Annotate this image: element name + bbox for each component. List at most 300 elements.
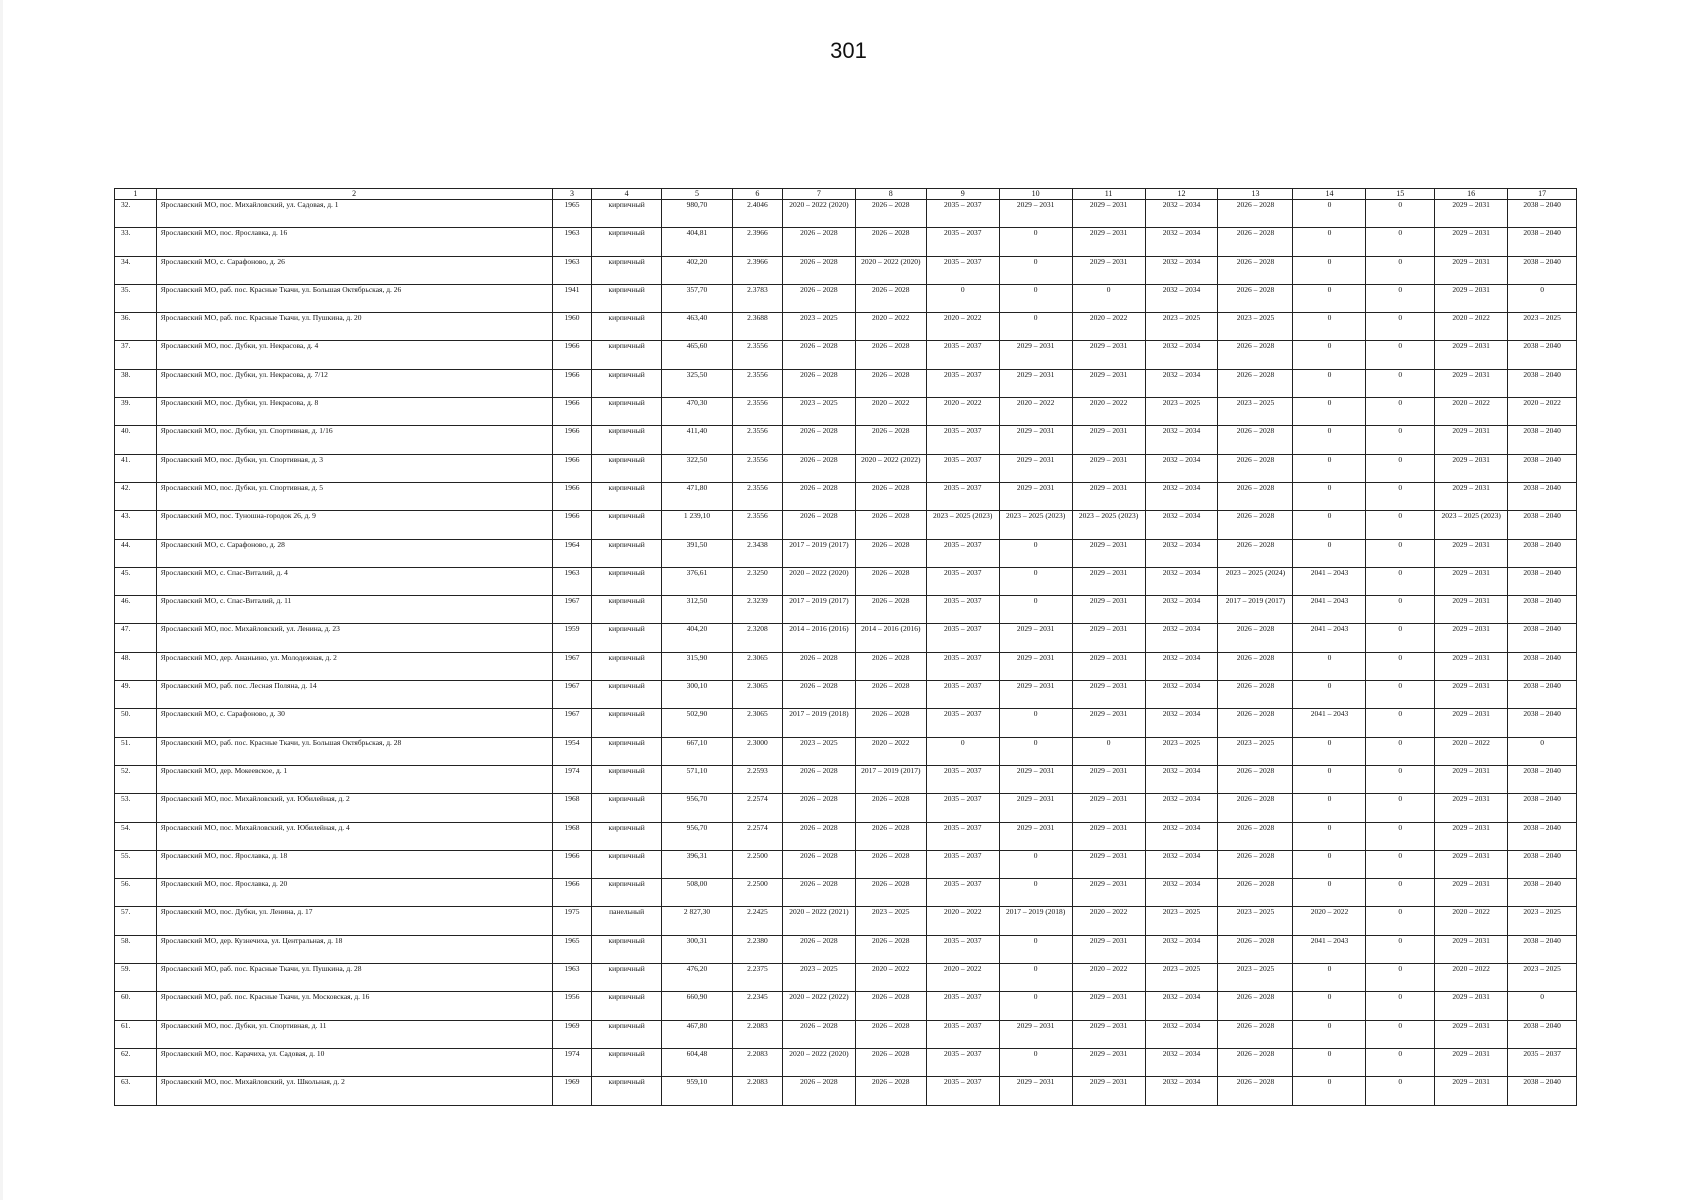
table-row — [115, 850, 1577, 878]
table-cell: 391,50 — [662, 539, 733, 567]
table-cell: 2026 – 2028 — [1218, 200, 1293, 228]
table-cell: 1960 — [552, 313, 592, 341]
table-cell: 0 — [1366, 596, 1435, 624]
table-cell: 2041 – 2043 — [1293, 624, 1366, 652]
table-cell: 2020 – 2022 — [1072, 398, 1145, 426]
table-cell: 502,90 — [662, 709, 733, 737]
table-cell: кирпичный — [592, 992, 662, 1020]
table-cell: 2029 – 2031 — [1435, 624, 1508, 652]
row-number-cell: 37. — [115, 341, 157, 369]
column-header: 16 — [1435, 189, 1508, 200]
table-cell: 2026 – 2028 — [855, 879, 926, 907]
address-cell: Ярославский МО, пос. Михайловский, ул. Юбилейная, д. 4 — [156, 822, 552, 850]
table-cell: 2023 – 2025 — [1218, 398, 1293, 426]
table-cell: 2020 – 2022 — [1435, 907, 1508, 935]
table-cell: 1967 — [552, 596, 592, 624]
table-cell: 0 — [999, 313, 1072, 341]
table-cell: 1975 — [552, 907, 592, 935]
table-cell: 2038 – 2040 — [1508, 567, 1577, 595]
table-row — [115, 964, 1577, 992]
table-row — [115, 992, 1577, 1020]
table-cell: 0 — [1366, 879, 1435, 907]
table-cell: 0 — [999, 992, 1072, 1020]
table-cell: 2029 – 2031 — [1072, 482, 1145, 510]
table-cell: 2029 – 2031 — [999, 652, 1072, 680]
table-cell: 0 — [1293, 1020, 1366, 1048]
table-cell: 0 — [1293, 482, 1366, 510]
table-cell: 2023 – 2025 (2024) — [1218, 567, 1293, 595]
table-cell: 2038 – 2040 — [1508, 596, 1577, 624]
table-cell: 2020 – 2022 — [926, 907, 999, 935]
table-cell: 315,90 — [662, 652, 733, 680]
row-number-cell: 43. — [115, 511, 157, 539]
table-row — [115, 765, 1577, 793]
table-cell: 2029 – 2031 — [1072, 1020, 1145, 1048]
table-cell: 2029 – 2031 — [1072, 539, 1145, 567]
table-cell: 2026 – 2028 — [1218, 256, 1293, 284]
table-row — [115, 539, 1577, 567]
table-cell: кирпичный — [592, 398, 662, 426]
table-cell: 0 — [999, 596, 1072, 624]
table-cell: 465,60 — [662, 341, 733, 369]
table-cell: 1965 — [552, 935, 592, 963]
table-cell: 471,80 — [662, 482, 733, 510]
table-cell: 1966 — [552, 879, 592, 907]
table-cell: 2032 – 2034 — [1145, 992, 1218, 1020]
table-cell: 1965 — [552, 200, 592, 228]
address-cell: Ярославский МО, раб. пос. Красные Ткачи, ул. Пушкина, д. 20 — [156, 313, 552, 341]
table-cell: 2032 – 2034 — [1145, 1077, 1218, 1105]
table-cell: 2026 – 2028 — [855, 935, 926, 963]
table-cell: 956,70 — [662, 794, 733, 822]
table-cell: 1966 — [552, 850, 592, 878]
row-number-cell: 51. — [115, 737, 157, 765]
table-cell: 2020 – 2022 — [1435, 313, 1508, 341]
table-cell: 0 — [1366, 398, 1435, 426]
column-header: 7 — [782, 189, 855, 200]
table-cell: 0 — [1293, 737, 1366, 765]
row-number-cell: 40. — [115, 426, 157, 454]
table-cell: 2.3556 — [732, 398, 782, 426]
table-cell: 2029 – 2031 — [1435, 228, 1508, 256]
table-cell: 2023 – 2025 — [1218, 313, 1293, 341]
table-cell: 1941 — [552, 284, 592, 312]
table-cell: 2032 – 2034 — [1145, 1020, 1218, 1048]
table-cell: кирпичный — [592, 935, 662, 963]
table-cell: 980,70 — [662, 200, 733, 228]
table-row — [115, 794, 1577, 822]
row-number-cell: 52. — [115, 765, 157, 793]
table-cell: 2032 – 2034 — [1145, 341, 1218, 369]
table-cell: 2026 – 2028 — [1218, 794, 1293, 822]
table-cell: 2026 – 2028 — [782, 765, 855, 793]
table-cell: 2026 – 2028 — [782, 256, 855, 284]
table-cell: 470,30 — [662, 398, 733, 426]
table-cell: 0 — [1293, 822, 1366, 850]
table-cell: 1974 — [552, 765, 592, 793]
table-cell: 2029 – 2031 — [1072, 426, 1145, 454]
address-cell: Ярославский МО, с. Сарафоново, д. 28 — [156, 539, 552, 567]
address-cell: Ярославский МО, дер. Мокеевское, д. 1 — [156, 765, 552, 793]
table-cell: 2038 – 2040 — [1508, 822, 1577, 850]
table-cell: 0 — [1366, 822, 1435, 850]
address-cell: Ярославский МО, раб. пос. Красные Ткачи, ул. Большая Октябрьская, д. 28 — [156, 737, 552, 765]
table-cell: 0 — [1293, 1077, 1366, 1105]
table-cell: 2032 – 2034 — [1145, 369, 1218, 397]
table-cell: 2020 – 2022 — [855, 398, 926, 426]
table-cell: 2035 – 2037 — [926, 681, 999, 709]
table-cell: 0 — [1366, 992, 1435, 1020]
table-body — [115, 200, 1577, 1106]
table-cell: 2026 – 2028 — [855, 992, 926, 1020]
table-cell: 2035 – 2037 — [926, 200, 999, 228]
table-cell: 2029 – 2031 — [999, 1077, 1072, 1105]
table-cell: 2026 – 2028 — [1218, 284, 1293, 312]
address-cell: Ярославский МО, пос. Дубки, ул. Некрасова, д. 7/12 — [156, 369, 552, 397]
table-row — [115, 567, 1577, 595]
row-number-cell: 44. — [115, 539, 157, 567]
table-cell: 2.2083 — [732, 1077, 782, 1105]
table-cell: 2017 – 2019 (2018) — [782, 709, 855, 737]
row-number-cell: 36. — [115, 313, 157, 341]
address-cell: Ярославский МО, пос. Дубки, ул. Некрасова, д. 4 — [156, 341, 552, 369]
table-cell: 2020 – 2022 — [999, 398, 1072, 426]
table-cell: 2023 – 2025 — [782, 964, 855, 992]
row-number-cell: 34. — [115, 256, 157, 284]
table-cell: 2032 – 2034 — [1145, 567, 1218, 595]
table-cell: 2026 – 2028 — [1218, 822, 1293, 850]
address-cell: Ярославский МО, с. Сарафоново, д. 26 — [156, 256, 552, 284]
table-cell: 2038 – 2040 — [1508, 454, 1577, 482]
housing-table-container — [114, 188, 1577, 1106]
table-cell: 0 — [999, 709, 1072, 737]
table-cell: 2.3000 — [732, 737, 782, 765]
address-cell: Ярославский МО, пос. Дубки, ул. Спортивная, д. 5 — [156, 482, 552, 510]
address-cell: Ярославский МО, пос. Ярославка, д. 20 — [156, 879, 552, 907]
table-cell: 2020 – 2022 — [926, 398, 999, 426]
row-number-cell: 45. — [115, 567, 157, 595]
table-cell: 2026 – 2028 — [782, 426, 855, 454]
table-cell: 2029 – 2031 — [1072, 935, 1145, 963]
table-cell: 0 — [1293, 256, 1366, 284]
table-cell: 2026 – 2028 — [1218, 850, 1293, 878]
table-cell: 2035 – 2037 — [926, 567, 999, 595]
address-cell: Ярославский МО, с. Спас-Виталий, д. 4 — [156, 567, 552, 595]
table-cell: 2035 – 2037 — [926, 596, 999, 624]
table-cell: 2014 – 2016 (2016) — [782, 624, 855, 652]
table-cell: 2035 – 2037 — [926, 709, 999, 737]
page-number: 301 — [830, 38, 867, 63]
table-cell: 2029 – 2031 — [1072, 341, 1145, 369]
table-cell: 2032 – 2034 — [1145, 539, 1218, 567]
table-cell: 1963 — [552, 228, 592, 256]
table-cell: 300,31 — [662, 935, 733, 963]
table-cell: 2035 – 2037 — [926, 1020, 999, 1048]
table-row — [115, 737, 1577, 765]
table-cell: 2020 – 2022 (2022) — [855, 454, 926, 482]
address-cell: Ярославский МО, пос. Ярославка, д. 18 — [156, 850, 552, 878]
table-cell: кирпичный — [592, 511, 662, 539]
address-cell: Ярославский МО, пос. Михайловский, ул. Садовая, д. 1 — [156, 200, 552, 228]
table-cell: 2023 – 2025 (2023) — [999, 511, 1072, 539]
address-cell: Ярославский МО, с. Сарафоново, д. 30 — [156, 709, 552, 737]
table-cell: 2026 – 2028 — [1218, 454, 1293, 482]
table-cell: 322,50 — [662, 454, 733, 482]
table-cell: 2023 – 2025 — [1145, 398, 1218, 426]
table-cell: 2020 – 2022 — [1072, 313, 1145, 341]
table-cell: 956,70 — [662, 822, 733, 850]
table-cell: 0 — [1293, 454, 1366, 482]
table-cell: 2026 – 2028 — [1218, 624, 1293, 652]
column-header: 8 — [855, 189, 926, 200]
table-cell: 0 — [1366, 624, 1435, 652]
table-row — [115, 652, 1577, 680]
table-cell: 2026 – 2028 — [782, 681, 855, 709]
table-cell: 1963 — [552, 964, 592, 992]
table-cell: 2029 – 2031 — [1435, 454, 1508, 482]
table-cell: 0 — [1293, 1048, 1366, 1076]
table-cell: 0 — [1366, 907, 1435, 935]
table-cell: 2035 – 2037 — [926, 765, 999, 793]
column-header: 5 — [662, 189, 733, 200]
address-cell: Ярославский МО, пос. Михайловский, ул. Ленина, д. 23 — [156, 624, 552, 652]
table-cell: 2035 – 2037 — [926, 935, 999, 963]
table-cell: 2020 – 2022 — [1435, 737, 1508, 765]
row-number-cell: 49. — [115, 681, 157, 709]
table-row — [115, 907, 1577, 935]
table-cell: 2026 – 2028 — [1218, 511, 1293, 539]
table-cell: 0 — [1366, 228, 1435, 256]
table-cell: 2038 – 2040 — [1508, 709, 1577, 737]
table-cell: 2029 – 2031 — [1072, 879, 1145, 907]
table-cell: 2026 – 2028 — [1218, 935, 1293, 963]
table-cell: 0 — [999, 228, 1072, 256]
table-cell: кирпичный — [592, 228, 662, 256]
table-cell: 2038 – 2040 — [1508, 482, 1577, 510]
table-cell: 2035 – 2037 — [926, 652, 999, 680]
table-cell: 2.3966 — [732, 228, 782, 256]
row-number-cell: 56. — [115, 879, 157, 907]
table-cell: 2035 – 2037 — [926, 369, 999, 397]
table-cell: 2020 – 2022 — [855, 737, 926, 765]
table-cell: 2.3556 — [732, 454, 782, 482]
table-cell: 2026 – 2028 — [855, 709, 926, 737]
row-number-cell: 33. — [115, 228, 157, 256]
table-cell: 2029 – 2031 — [1435, 794, 1508, 822]
table-cell: 2026 – 2028 — [855, 426, 926, 454]
table-cell: 2.3556 — [732, 511, 782, 539]
table-cell: 2035 – 2037 — [926, 341, 999, 369]
table-cell: кирпичный — [592, 794, 662, 822]
table-cell: 2026 – 2028 — [1218, 228, 1293, 256]
table-row — [115, 313, 1577, 341]
table-cell: кирпичный — [592, 879, 662, 907]
row-number-cell: 55. — [115, 850, 157, 878]
table-row — [115, 284, 1577, 312]
table-cell: 0 — [1366, 511, 1435, 539]
table-row — [115, 426, 1577, 454]
row-number-cell: 62. — [115, 1048, 157, 1076]
row-number-cell: 41. — [115, 454, 157, 482]
table-row — [115, 624, 1577, 652]
table-cell: 2026 – 2028 — [855, 850, 926, 878]
table-cell: 2029 – 2031 — [999, 369, 1072, 397]
table-cell: 2026 – 2028 — [855, 1077, 926, 1105]
table-cell: 0 — [1366, 850, 1435, 878]
table-cell: 2026 – 2028 — [782, 1020, 855, 1048]
table-cell: 2029 – 2031 — [1072, 624, 1145, 652]
table-cell: 0 — [1293, 992, 1366, 1020]
table-cell: 2029 – 2031 — [1435, 652, 1508, 680]
table-row — [115, 681, 1577, 709]
row-number-cell: 38. — [115, 369, 157, 397]
table-cell: кирпичный — [592, 539, 662, 567]
table-cell: кирпичный — [592, 313, 662, 341]
table-row — [115, 1020, 1577, 1048]
table-cell: 2026 – 2028 — [1218, 681, 1293, 709]
table-cell: 2026 – 2028 — [782, 511, 855, 539]
table-cell: 2.2500 — [732, 879, 782, 907]
table-cell: 2032 – 2034 — [1145, 256, 1218, 284]
table-row — [115, 398, 1577, 426]
table-cell: 2026 – 2028 — [1218, 1077, 1293, 1105]
table-cell: 2029 – 2031 — [1435, 256, 1508, 284]
table-cell: 0 — [999, 935, 1072, 963]
table-cell: 2032 – 2034 — [1145, 681, 1218, 709]
table-cell: 0 — [1293, 228, 1366, 256]
table-cell: 667,10 — [662, 737, 733, 765]
table-cell: кирпичный — [592, 482, 662, 510]
table-cell: кирпичный — [592, 964, 662, 992]
table-cell: 2041 – 2043 — [1293, 596, 1366, 624]
table-cell: 2026 – 2028 — [782, 879, 855, 907]
table-cell: 2029 – 2031 — [1072, 1048, 1145, 1076]
table-cell: 2032 – 2034 — [1145, 228, 1218, 256]
table-cell: 404,81 — [662, 228, 733, 256]
table-cell: 2026 – 2028 — [855, 228, 926, 256]
table-row — [115, 369, 1577, 397]
table-cell: 604,48 — [662, 1048, 733, 1076]
address-cell: Ярославский МО, раб. пос. Лесная Поляна, д. 14 — [156, 681, 552, 709]
table-cell: 2026 – 2028 — [782, 284, 855, 312]
table-cell: 2.3556 — [732, 341, 782, 369]
table-cell: 2029 – 2031 — [1435, 341, 1508, 369]
table-cell: 2023 – 2025 — [1218, 907, 1293, 935]
table-cell: 2026 – 2028 — [782, 369, 855, 397]
table-cell: 2026 – 2028 — [855, 1020, 926, 1048]
table-cell: 300,10 — [662, 681, 733, 709]
table-cell: 2026 – 2028 — [1218, 482, 1293, 510]
table-row — [115, 228, 1577, 256]
table-cell: 2026 – 2028 — [782, 794, 855, 822]
table-cell: 2020 – 2022 — [1072, 964, 1145, 992]
table-cell: 0 — [1293, 652, 1366, 680]
table-cell: 2029 – 2031 — [999, 794, 1072, 822]
table-cell: кирпичный — [592, 765, 662, 793]
table-cell: 2029 – 2031 — [1435, 482, 1508, 510]
row-number-cell: 42. — [115, 482, 157, 510]
table-cell: 2032 – 2034 — [1145, 794, 1218, 822]
table-cell: 0 — [1366, 709, 1435, 737]
table-cell: 0 — [1293, 539, 1366, 567]
table-cell: 2035 – 2037 — [926, 794, 999, 822]
table-cell: 2020 – 2022 — [855, 964, 926, 992]
table-cell: 508,00 — [662, 879, 733, 907]
table-cell: 1966 — [552, 482, 592, 510]
address-cell: Ярославский МО, дер. Ананьино, ул. Молодежная, д. 2 — [156, 652, 552, 680]
row-number-cell: 54. — [115, 822, 157, 850]
table-cell: 2026 – 2028 — [782, 822, 855, 850]
table-cell: 2.2593 — [732, 765, 782, 793]
table-cell: 2023 – 2025 — [1508, 907, 1577, 935]
table-cell: 2032 – 2034 — [1145, 200, 1218, 228]
table-cell: 2032 – 2034 — [1145, 822, 1218, 850]
table-cell: 476,20 — [662, 964, 733, 992]
table-cell: 0 — [1366, 1077, 1435, 1105]
table-cell: 0 — [1293, 794, 1366, 822]
table-cell: 2038 – 2040 — [1508, 652, 1577, 680]
table-cell: 0 — [1293, 879, 1366, 907]
table-cell: 0 — [1293, 964, 1366, 992]
table-cell: 2029 – 2031 — [1072, 709, 1145, 737]
table-cell: 0 — [1366, 313, 1435, 341]
table-cell: 0 — [1366, 567, 1435, 595]
table-cell: 2029 – 2031 — [1435, 1020, 1508, 1048]
table-cell: 2020 – 2022 (2020) — [782, 200, 855, 228]
table-row — [115, 341, 1577, 369]
table-cell: 2038 – 2040 — [1508, 681, 1577, 709]
address-cell: Ярославский МО, раб. пос. Красные Ткачи, ул. Большая Октябрьская, д. 26 — [156, 284, 552, 312]
table-cell: кирпичный — [592, 681, 662, 709]
table-cell: 0 — [1293, 681, 1366, 709]
address-cell: Ярославский МО, с. Спас-Виталий, д. 11 — [156, 596, 552, 624]
table-cell: 2023 – 2025 — [782, 398, 855, 426]
table-row — [115, 879, 1577, 907]
table-cell: кирпичный — [592, 652, 662, 680]
table-cell: 2026 – 2028 — [855, 822, 926, 850]
row-number-cell: 60. — [115, 992, 157, 1020]
table-cell: 2029 – 2031 — [999, 681, 1072, 709]
table-cell: 2029 – 2031 — [1435, 709, 1508, 737]
table-cell: кирпичный — [592, 1048, 662, 1076]
table-cell: 2026 – 2028 — [1218, 709, 1293, 737]
table-cell: 0 — [1293, 765, 1366, 793]
table-cell: 2032 – 2034 — [1145, 624, 1218, 652]
row-number-cell: 53. — [115, 794, 157, 822]
table-cell: 2038 – 2040 — [1508, 426, 1577, 454]
table-cell: 2.3065 — [732, 652, 782, 680]
table-cell: 2032 – 2034 — [1145, 482, 1218, 510]
table-cell: 2029 – 2031 — [1072, 567, 1145, 595]
table-cell: 2029 – 2031 — [1072, 794, 1145, 822]
table-cell: 2023 – 2025 (2023) — [1435, 511, 1508, 539]
table-cell: 2035 – 2037 — [926, 482, 999, 510]
table-cell: 2038 – 2040 — [1508, 1020, 1577, 1048]
table-cell: 2026 – 2028 — [855, 567, 926, 595]
table-cell: 357,70 — [662, 284, 733, 312]
table-cell: 0 — [1293, 284, 1366, 312]
row-number-cell: 61. — [115, 1020, 157, 1048]
table-row — [115, 822, 1577, 850]
table-cell: 2017 – 2019 (2017) — [782, 596, 855, 624]
table-cell: 1966 — [552, 398, 592, 426]
table-cell: 0 — [1366, 935, 1435, 963]
column-header: 17 — [1508, 189, 1577, 200]
column-header: 1 — [115, 189, 157, 200]
table-cell: 2041 – 2043 — [1293, 567, 1366, 595]
table-cell: 0 — [1366, 454, 1435, 482]
table-cell: 2038 – 2040 — [1508, 765, 1577, 793]
